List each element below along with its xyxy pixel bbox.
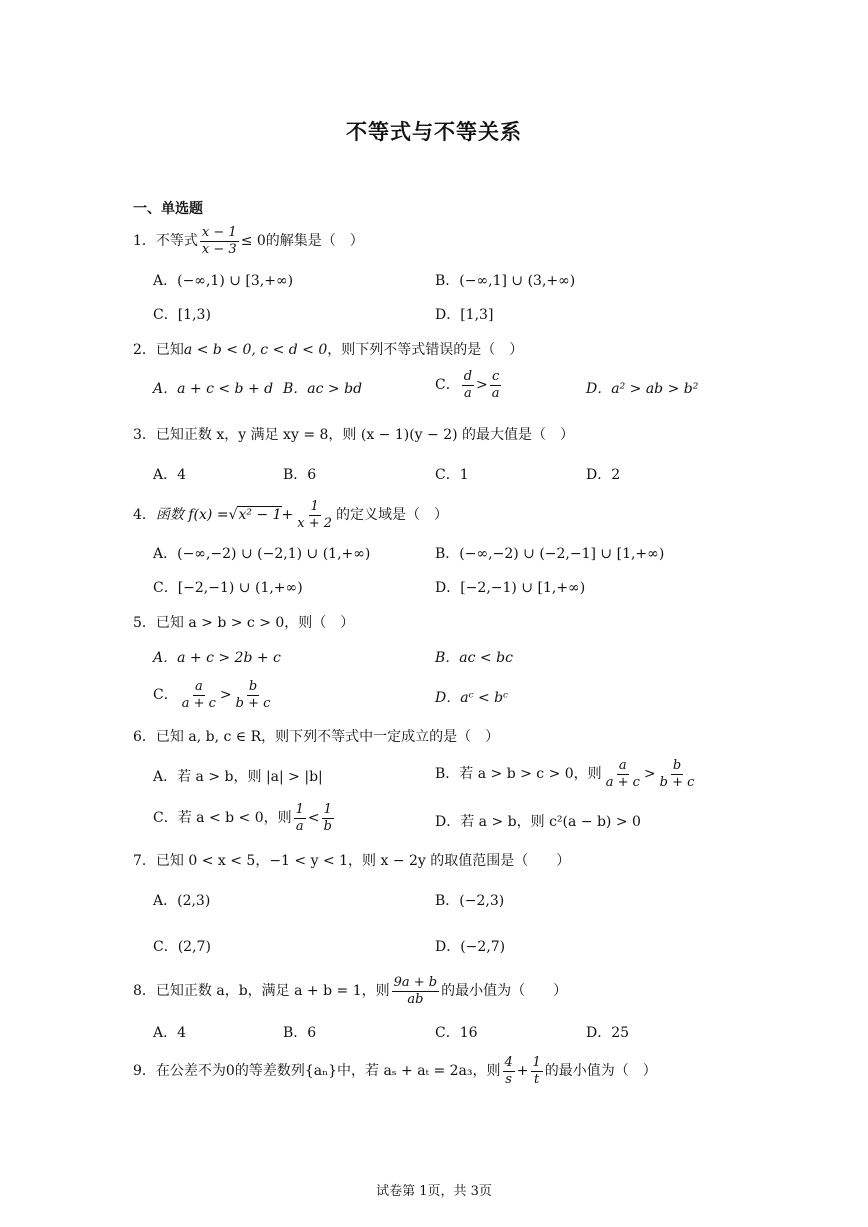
numerator: d xyxy=(463,369,473,384)
stem-text: 的最小值为（ ） xyxy=(544,1063,657,1080)
question-number: 8． xyxy=(133,983,156,1000)
option-text: B．若 a > b > c > 0，则 xyxy=(435,766,602,783)
radicand: x² − 1 xyxy=(238,507,282,524)
question-8-option-d[interactable]: D．25 xyxy=(586,1025,630,1041)
question-3-option-a[interactable]: A．4 xyxy=(153,467,187,483)
question-5-option-c[interactable] xyxy=(153,680,274,710)
question-number: 4． xyxy=(133,507,156,524)
question-5-option-b[interactable]: B．ac < bc xyxy=(435,650,513,666)
question-7-option-c[interactable]: C．(2,7) xyxy=(153,939,211,955)
stem-text: ≤ 0的解集是（ ） xyxy=(240,233,364,250)
stem-text: 的最小值为（ ） xyxy=(441,983,568,1000)
question-8-stem xyxy=(133,976,567,1006)
option-text: C．若 a < b < 0，则 xyxy=(153,810,292,827)
denominator: x + 2 xyxy=(297,515,333,531)
denominator: b + c xyxy=(659,774,695,790)
numerator: 1 xyxy=(323,802,332,817)
question-2-option-d[interactable]: D．a² > ab > b² xyxy=(586,381,699,397)
option-label: C． xyxy=(435,377,460,394)
fraction xyxy=(531,1056,543,1086)
numerator: 1 xyxy=(295,802,304,817)
numerator: 1 xyxy=(310,499,319,514)
denominator: s xyxy=(505,1071,512,1087)
page-title: 不等式与不等关系 xyxy=(346,119,522,144)
question-number: 1． xyxy=(133,233,156,250)
question-7-option-d[interactable]: D．(−2,7) xyxy=(435,939,506,955)
stem-text: 不等式 xyxy=(155,233,198,250)
question-1-option-d[interactable]: D．[1,3] xyxy=(435,307,494,323)
denominator: a + c xyxy=(605,774,640,790)
stem-text: 在公差不为0的等差数列{aₙ}中，若 aₛ + aₜ = 2a₃，则 xyxy=(155,1063,501,1080)
numerator: x − 1 xyxy=(201,225,237,240)
numerator: b xyxy=(248,679,258,694)
question-5-stem: 5．已知 a > b > c > 0，则（ ） xyxy=(133,615,355,631)
fraction xyxy=(294,803,306,833)
question-2-option-a[interactable]: A．a + c < b + d xyxy=(153,381,274,397)
question-2-stem xyxy=(133,339,523,361)
question-5-option-a[interactable]: A．a + c > 2b + c xyxy=(153,650,281,666)
question-4-option-c[interactable]: C．[−2,−1) ∪ (1,+∞) xyxy=(153,580,303,596)
section-heading: 一、单选题 xyxy=(133,201,203,217)
condition: a < b < 0, c < d < 0 xyxy=(183,342,328,358)
stem-text: 已知正数 a，b，满足 a + b = 1，则 xyxy=(155,983,390,1000)
fraction xyxy=(180,680,218,710)
relation: < xyxy=(307,810,320,827)
question-8-option-c[interactable]: C．16 xyxy=(435,1025,478,1041)
question-6-stem: 6．已知 a, b, c ∈ R，则下列不等式中一定成立的是（ ） xyxy=(133,729,500,745)
numerator: 1 xyxy=(532,1055,541,1070)
question-4-stem xyxy=(133,500,448,530)
relation: > xyxy=(476,377,488,394)
numerator: b xyxy=(672,758,682,773)
question-1-option-a[interactable]: A．(−∞,1) ∪ [3,+∞) xyxy=(153,273,294,289)
question-6-option-a[interactable]: A．若 a > b，则 |a| > |b| xyxy=(153,769,323,785)
question-7-stem: 7．已知 0 < x < 5，−1 < y < 1，则 x − 2y 的取值范围是（ ） xyxy=(133,853,571,869)
denominator: x − 3 xyxy=(201,241,237,257)
question-4-option-b[interactable]: B．(−∞,−2) ∪ (−2,−1] ∪ [1,+∞) xyxy=(435,546,665,562)
denominator: t xyxy=(534,1071,540,1087)
numerator: a xyxy=(618,758,627,773)
plus-sign: + xyxy=(516,1063,529,1080)
question-3-option-b[interactable]: B．6 xyxy=(283,467,317,483)
numerator: a xyxy=(194,679,203,694)
question-8-option-b[interactable]: B．6 xyxy=(283,1025,317,1041)
denominator: a xyxy=(295,818,304,834)
question-6-option-b[interactable] xyxy=(435,759,698,789)
question-3-option-c[interactable]: C．1 xyxy=(435,467,469,483)
denominator: ab xyxy=(407,991,424,1007)
question-1-option-c[interactable]: C．[1,3) xyxy=(153,307,211,323)
denominator: a + c xyxy=(181,695,216,711)
question-6-option-d[interactable]: D．若 a > b，则 c²(a − b) > 0 xyxy=(435,814,641,830)
fraction xyxy=(322,803,334,833)
question-3-stem: 3．已知正数 x，y 满足 xy = 8，则 (x − 1)(y − 2) 的最大值是（ ） xyxy=(133,427,575,443)
question-9-stem xyxy=(133,1056,657,1086)
stem-text: 已知 xyxy=(155,342,184,358)
fraction xyxy=(658,759,697,789)
page-footer: 试卷第 1页，共 3页 xyxy=(376,1184,492,1199)
question-1-option-b[interactable]: B．(−∞,1] ∪ (3,+∞) xyxy=(435,273,576,289)
question-7-option-a[interactable]: A．(2,3) xyxy=(153,893,211,909)
fraction xyxy=(503,1056,515,1086)
question-3-option-d[interactable]: D．2 xyxy=(586,467,621,483)
denominator: a xyxy=(464,385,472,401)
function-label: 函数 f(x) = xyxy=(155,507,229,524)
question-4-option-d[interactable]: D．[−2,−1) ∪ [1,+∞) xyxy=(435,580,586,596)
numerator: c xyxy=(492,369,500,384)
question-4-option-a[interactable]: A．(−∞,−2) ∪ (−2,1) ∪ (1,+∞) xyxy=(153,546,371,562)
question-8-option-a[interactable]: A．4 xyxy=(153,1025,187,1041)
denominator: b + c xyxy=(235,695,271,711)
stem-text: ，则下列不等式错误的是（ ） xyxy=(327,342,524,358)
option-label: C． xyxy=(153,687,178,704)
sqrt-sign: √ xyxy=(228,507,238,524)
relation: > xyxy=(643,766,656,783)
question-number: 9． xyxy=(133,1063,156,1080)
relation: > xyxy=(219,687,232,704)
question-6-option-c[interactable] xyxy=(153,803,336,833)
fraction xyxy=(392,976,440,1006)
question-number: 2． xyxy=(133,342,156,358)
denominator: a xyxy=(491,385,500,401)
question-1-stem xyxy=(133,226,364,256)
question-5-option-d[interactable]: D．aᶜ < bᶜ xyxy=(435,690,509,706)
fraction xyxy=(200,226,239,256)
fraction xyxy=(604,759,642,789)
numerator: 9a + b xyxy=(393,975,438,990)
denominator: b xyxy=(323,818,332,834)
plus-sign: + xyxy=(281,507,294,524)
question-2-option-b[interactable]: B．ac > bd xyxy=(283,381,363,397)
fraction xyxy=(462,370,474,400)
question-2-option-c[interactable] xyxy=(435,370,504,400)
question-7-option-b[interactable]: B．(−2,3) xyxy=(435,893,505,909)
stem-text: 的定义域是（ ） xyxy=(336,507,449,524)
fraction xyxy=(295,500,334,530)
fraction xyxy=(234,680,273,710)
numerator: 4 xyxy=(504,1055,513,1070)
fraction xyxy=(490,370,502,400)
